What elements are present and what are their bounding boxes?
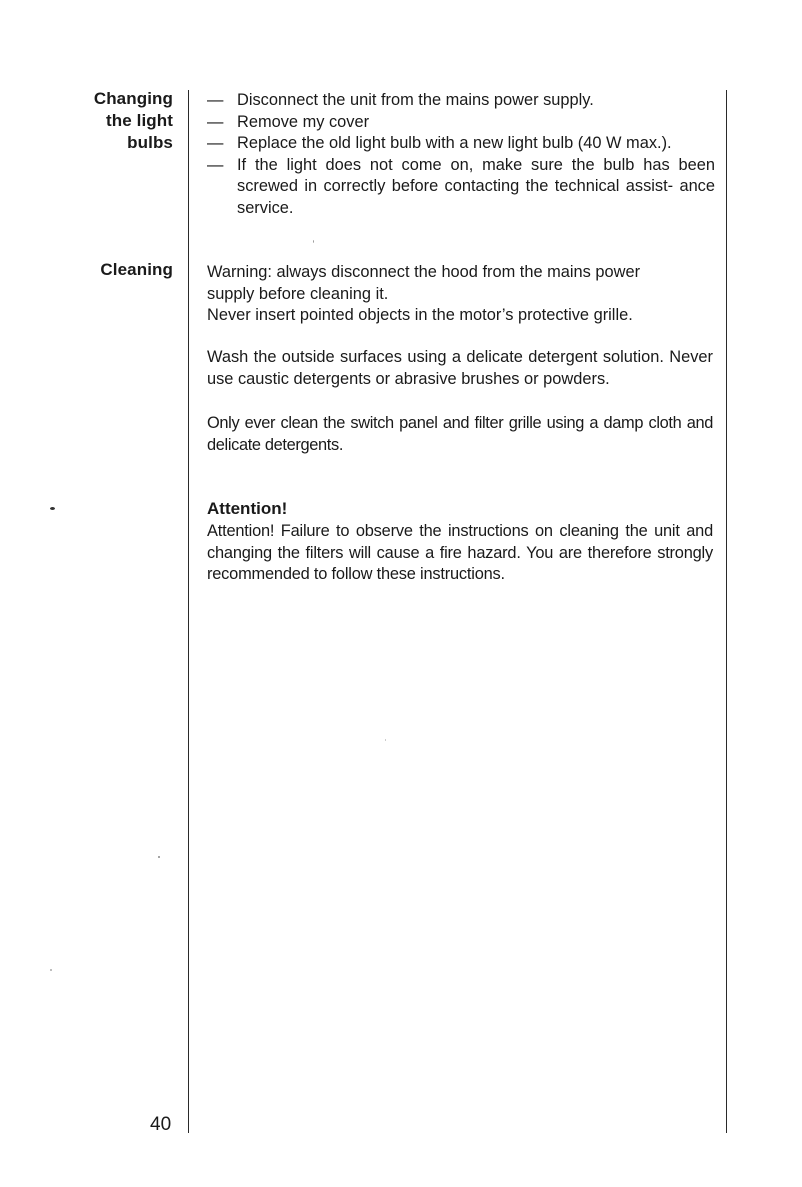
light-bulbs-heading-line-3: bulbs — [127, 133, 173, 152]
wash-paragraph: Wash the outside surfaces using a delicate detergent solution. Never use caustic detergents or abrasive brushes or powders. — [207, 348, 713, 388]
page-number: 40 — [150, 1114, 172, 1135]
scan-speck — [50, 507, 55, 510]
list-dash: — — [207, 112, 224, 131]
light-bulbs-steps — [207, 90, 715, 220]
list-item — [207, 133, 715, 155]
scan-speck — [313, 240, 314, 243]
scan-speck — [158, 856, 160, 858]
attention-paragraph: Attention! Failure to observe the instructions on cleaning the unit and changing the filters will cause a fire hazard. You are therefore strongly recommended to follow these instructions. — [207, 522, 713, 584]
left-column-rule — [188, 90, 189, 1133]
switch-panel-paragraph: Only ever clean the switch panel and filter grille using a damp cloth and delicate detergents. — [207, 414, 713, 454]
attention-title: Attention! — [207, 499, 288, 518]
scan-speck — [50, 969, 52, 971]
step-text: Disconnect the unit from the mains power supply. — [237, 91, 594, 109]
list-item — [207, 112, 715, 134]
light-bulbs-heading-line-2: the light — [106, 111, 173, 130]
light-bulbs-heading-line-1: Changing — [93, 89, 173, 108]
step-text: Replace the old light bulb with a new light bulb (40 W max.). — [237, 134, 672, 153]
light-bulbs-heading — [94, 88, 173, 154]
warning-line-1: Warning: always disconnect the hood from the mains power — [207, 263, 641, 281]
list-dash: — — [207, 155, 224, 174]
list-dash: — — [207, 134, 224, 153]
cleaning-heading: Cleaning — [100, 260, 173, 279]
list-dash: — — [207, 91, 224, 109]
step-text: If the light does not come on, make sure the bulb has been screwed in correctly before contacting the technical assist- ance service. — [237, 155, 715, 217]
step-text: Remove my cover — [237, 112, 370, 131]
warning-line-2: supply before cleaning it. — [207, 284, 389, 303]
list-item — [207, 155, 715, 220]
scan-speck — [385, 739, 386, 741]
right-column-rule — [726, 90, 727, 1133]
warning-line-3: Never insert pointed objects in the motor’s protective grille. — [207, 306, 633, 325]
list-item — [207, 90, 715, 112]
